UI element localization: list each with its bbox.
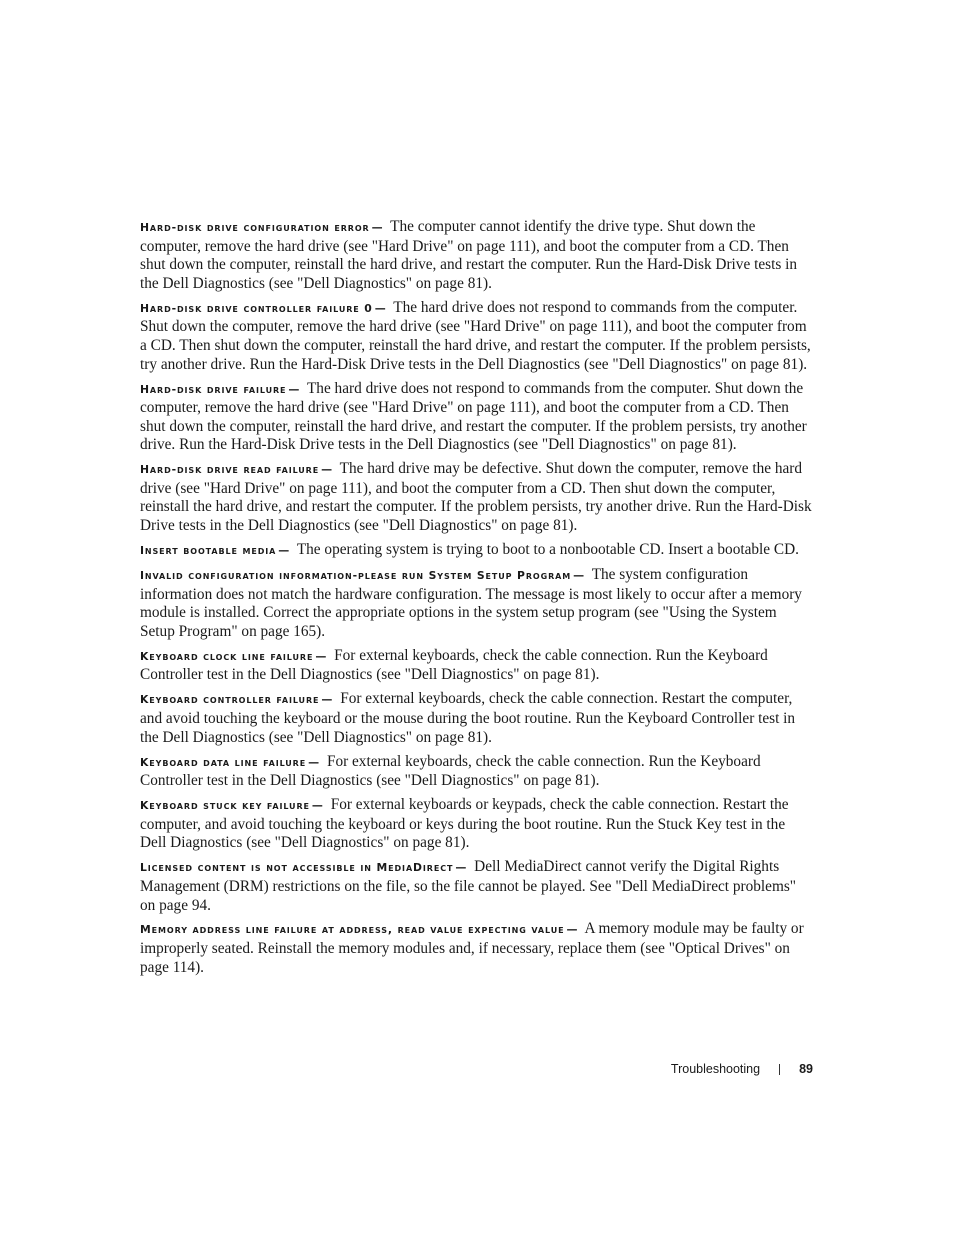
error-term: Keyboard controller failure	[140, 693, 320, 707]
error-term: Keyboard stuck key failure	[140, 799, 310, 813]
error-description: For external keyboards, check the cable connection. Run the Keyboard Controller test in the Dell Diagnostics (see "Dell Diagnostics" on page 81).	[140, 646, 768, 684]
page-number: 89	[799, 1062, 813, 1076]
error-entry-insert-bootable	[140, 541, 812, 561]
error-term: Hard-disk drive configuration error	[140, 221, 370, 234]
error-entry-licensed-content	[140, 858, 812, 915]
error-description: Dell MediaDirect cannot verify the Digital Rights Management (DRM) restrictions on the file, so the file cannot be played. See "Dell MediaDirect problems" on page 94.	[140, 858, 797, 914]
page-footer	[671, 1062, 813, 1076]
error-entry-hdd-read	[140, 460, 812, 535]
error-entry-kbd-data	[140, 753, 812, 791]
em-dash: —	[321, 693, 333, 707]
em-dash: —	[455, 861, 467, 875]
em-dash: —	[308, 755, 320, 769]
em-dash: —	[278, 544, 290, 558]
em-dash: —	[371, 221, 383, 234]
error-entry-kbd-stuck	[140, 796, 812, 853]
error-term: Keyboard clock line failure	[140, 649, 314, 663]
error-term: Invalid configuration information-please run System Setup Program	[140, 569, 572, 583]
error-description: For external keyboards, check the cable connection. Run the Keyboard Controller test in the Dell Diagnostics (see "Dell Diagnostics" on page 81).	[140, 752, 761, 790]
error-description: The hard drive may be defective. Shut down the computer, remove the hard drive (see "Hard Drive" on page 111), and boot the computer from a CD. Then shut down the computer, reinstall the hard drive, and restart the computer. If the problem persists, try another drive. Run the Hard-Disk Drive tests in the Dell Diagnostics (see "Dell Diagnostics" on page 81).	[140, 460, 812, 535]
error-description: For external keyboards, check the cable connection. Restart the computer, and avoid touching the keyboard or the mouse during the boot routine. Run the Keyboard Controller test in the Dell Diagnostics (see "Dell Diagnostics" on page 81).	[140, 690, 796, 746]
error-entry-hdd-controller	[140, 299, 812, 374]
error-description: The computer cannot identify the drive type. Shut down the computer, remove the hard drive (see "Hard Drive" on page 111), and boot the computer from a CD. Then shut down the computer, reinstall the hard drive, and restart the computer. Run the Hard-Disk Drive tests in the Dell Diagnostics (see "Dell Diagnostics" on page 81).	[140, 218, 797, 292]
footer-section-title: Troubleshooting	[670, 1062, 761, 1076]
em-dash: —	[566, 923, 578, 937]
em-dash: —	[311, 799, 323, 813]
error-term: Licensed content is not accessible in MediaDirect	[140, 861, 454, 875]
em-dash: —	[573, 569, 585, 583]
error-term: Insert bootable media	[140, 544, 277, 558]
error-description: A memory module may be faulty or improperly seated. Reinstall the memory modules and, if necessary, replace them (see "Optical Drives" on page 114).	[140, 920, 804, 976]
error-description: The system configuration information does not match the hardware configuration. The message is most likely to occur after a memory module is installed. Correct the appropriate options in the system setup program (see "Using the System Setup Program" on page 165).	[140, 566, 802, 640]
error-entry-hdd-config	[140, 218, 812, 293]
error-description: The hard drive does not respond to commands from the computer. Shut down the computer, remove the hard drive (see "Hard Drive" on page 111), and boot the computer from a CD. Then shut down the computer, reinstall the hard drive, and restart the computer. If the problem persists, try another drive. Run the Hard-Disk Drive tests in the Dell Diagnostics (see "Dell Diagnostics" on page 81).	[140, 379, 807, 454]
error-term: Hard-disk drive read failure	[140, 463, 320, 477]
error-description: The hard drive does not respond to commands from the computer. Shut down the computer, remove the hard drive (see "Hard Drive" on page 111), and boot the computer from a CD. Then shut down the computer, reinstall the hard drive, and restart the computer. If the problem persists, try another drive. Run the Hard-Disk Drive tests in the Dell Diagnostics (see "Dell Diagnostics" on page 81).	[140, 298, 811, 373]
error-entry-kbd-clock	[140, 647, 812, 685]
em-dash: —	[374, 301, 386, 315]
error-entry-invalid-config	[140, 566, 812, 641]
em-dash: —	[321, 463, 333, 477]
error-term: Hard-disk drive controller failure 0	[140, 301, 373, 315]
error-entry-memory-address	[140, 920, 812, 977]
error-entry-kbd-controller	[140, 690, 812, 747]
error-description: The operating system is trying to boot to a nonbootable CD. Insert a bootable CD.	[296, 541, 799, 559]
em-dash: —	[288, 382, 300, 396]
page-content	[140, 218, 812, 983]
footer-separator	[779, 1064, 780, 1075]
error-entry-hdd-failure	[140, 380, 812, 455]
error-term: Hard-disk drive failure	[140, 382, 287, 396]
error-term: Memory address line failure at address, read value expecting value	[140, 923, 565, 937]
em-dash: —	[315, 649, 327, 663]
error-description: For external keyboards or keypads, check the cable connection. Restart the computer, and avoid touching the keyboard or keys during the boot routine. Run the Stuck Key test in the Dell Diagnostics (see "Dell Diagnostics" on page 81).	[140, 796, 789, 852]
error-term: Keyboard data line failure	[140, 755, 307, 769]
